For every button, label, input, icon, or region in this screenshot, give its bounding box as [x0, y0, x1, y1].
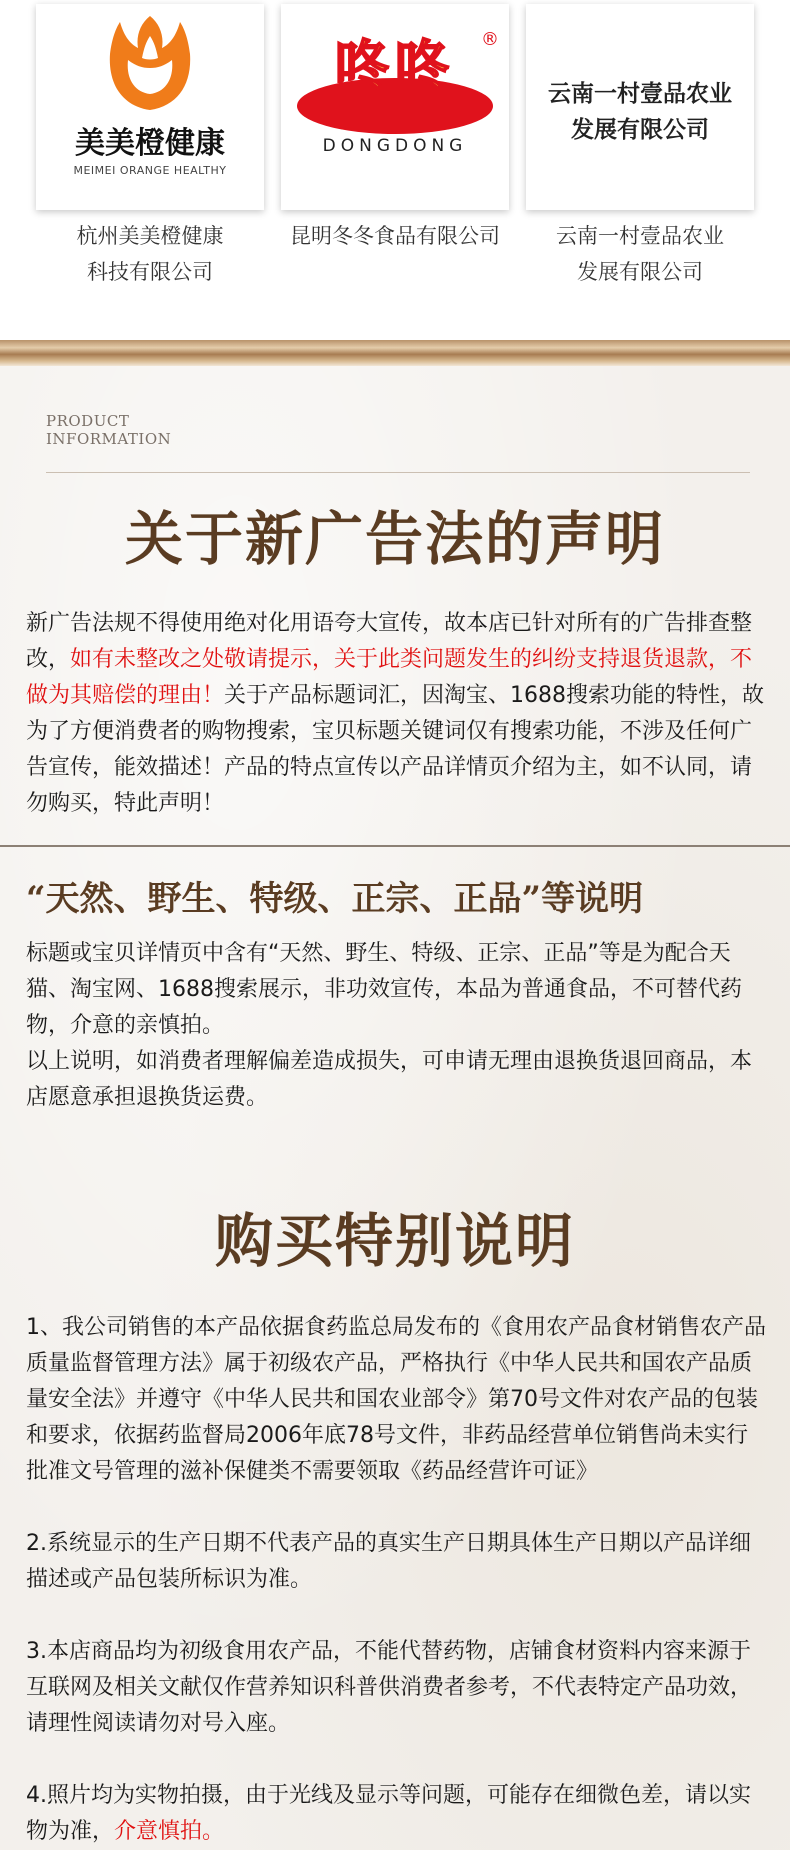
ad-law-text-detail: 关于产品标题词汇，因淘宝、1688搜索功能的特性，故为了方便消费者的购物搜索，宝贝标题关键词仅有搜索功能，不涉及任何广告宣传，能效描述！产品的特点宣传以产品详情页介绍为主，如不认同，请勿购买，特此声明！ [26, 683, 765, 816]
natural-note-title: “天然、野生、特级、正宗、正品”等说明 [26, 879, 644, 919]
partner-caption-3 [526, 218, 754, 290]
ad-law-title: 关于新广告法的声明 [124, 505, 665, 573]
eyebrow-line1: PRODUCT [46, 412, 130, 430]
eyebrow-line2: INFORMATION [46, 430, 172, 448]
partner-card-dongdong[interactable] [281, 4, 509, 210]
partner-caption-line1: 昆明冬冬食品有限公司 [290, 224, 500, 248]
natural-note-paragraph [26, 936, 766, 1116]
ad-law-paragraph [26, 606, 766, 822]
partner-text-logo-line2: 发展有限公司 [571, 117, 709, 143]
purchase-notes-list [26, 1310, 766, 1850]
partner-caption-line2: 科技有限公司 [87, 260, 213, 284]
purchase-note-item-3: 3.本店商品均为初级食用农产品，不能代替药物，店铺食材资料内容来源于互联网及相关文献仅作营养知识科普供消费者参考，不代表特定产品功效，请理性阅读请勿对号入座。 [26, 1639, 753, 1736]
ad-law-text-intro: 新广告法规不得使用绝对化用语夸大宣传，故本店已针对所有的广告排查整改， [26, 611, 753, 672]
purchase-note-item-2: 2.系统显示的生产日期不代表产品的真实生产日期具体生产日期以产品详细描述或产品包装所标识为准。 [26, 1531, 751, 1592]
product-info-section [0, 366, 790, 1850]
section-separator [0, 845, 790, 847]
purchase-note-item-1: 1、我公司销售的本产品依据食药监总局发布的《食用农产品食材销售农产品质量监督管理方法》属于初级农产品，严格执行《中华人民共和国农产品质量安全法》并遵守《中华人民共和国农业部令》第70号文件对农产品的包装和要求，依据药监督局2006年底78号文件，非药品经营单位销售尚未实行批准文号管理的滋补保健类不需要领取《药品经营许可证》 [26, 1315, 766, 1484]
logo-brand-subtitle: MEIMEI ORANGE HEALTHY [73, 164, 227, 177]
registered-mark-icon: ® [481, 29, 499, 50]
partner-text-logo [526, 76, 754, 148]
logo-brand-name: 美美橙健康 [75, 126, 225, 161]
ad-law-text-warning: 如有未整改之处敬请提示，关于此类问题发生的纠纷支持退货退款，不做为其赔偿的理由！ [26, 647, 753, 708]
partner-caption-line1: 云南一村壹品农业 [556, 224, 724, 248]
natural-note-text-2: 以上说明，如消费者理解偏差造成损失，可申请无理由退换货退回商品，本店愿意承担退换货运费。 [26, 1049, 753, 1110]
gold-divider-bar [0, 340, 790, 366]
section-eyebrow-label [46, 412, 171, 448]
partner-card-yicun[interactable] [526, 4, 754, 210]
dongdong-logo-latin: DONGDONG [322, 136, 468, 156]
partner-caption-line2: 发展有限公司 [577, 260, 703, 284]
partner-caption-1 [36, 218, 264, 290]
partner-text-logo-line1: 云南一村壹品农业 [548, 81, 732, 107]
purchase-note-item-4-warning: 介意慎拍。 [114, 1819, 225, 1844]
partner-caption-line1: 杭州美美橙健康 [76, 224, 224, 248]
purchase-note-item-4: 4.照片均为实物拍摄，由于光线及显示等问题，可能存在细微色差，请以实物为准， [26, 1783, 751, 1844]
partner-card-meimeicheng[interactable] [36, 4, 264, 210]
partner-logos-section [0, 0, 790, 340]
orange-tulip-logo-icon [102, 14, 198, 112]
partner-caption-2 [281, 218, 509, 254]
purchase-notes-title: 购买特别说明 [214, 1207, 575, 1275]
natural-note-text-1: 标题或宝贝详情页中含有“天然、野生、特级、正宗、正品”等是为配合天猫、淘宝网、1688搜索展示，非功效宣传，本品为普通食品，不可替代药物，介意的亲慎拍。 [26, 941, 742, 1038]
section-rule [46, 472, 750, 473]
dongdong-logo-text: 咚咚 [335, 34, 455, 97]
